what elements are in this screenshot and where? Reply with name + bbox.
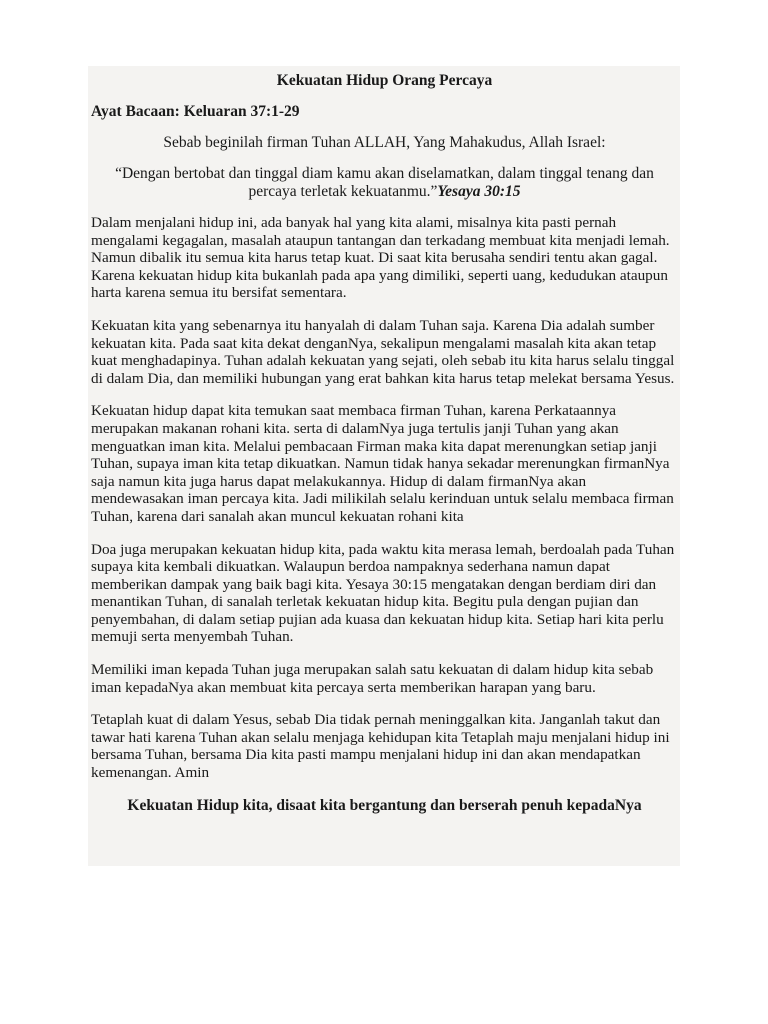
- quote-text: “Dengan bertobat dan tinggal diam kamu akan diselamatkan, dalam tinggal tenang dan percaya terletak kekuatanmu.”: [115, 165, 654, 200]
- paragraph-3: Kekuatan hidup dapat kita temukan saat membaca firman Tuhan, karena Perkataannya merupakan makanan rohani kita. serta di dalamNya juga tertulis janji Tuhan yang akan menguatkan iman kita. Melalui pembacaan Firman maka kita dapat merenungkan setiap janji Tuhan, supaya iman kita tetap dikuatkan. Namun tidak hanya sekadar merenungkan firmanNya saja namun kita juga harus dapat melakukannya. Hidup di dalam firmanNya akan mendewasakan iman percaya kita. Jadi milikilah selalu kerinduan untuk selalu membaca firman Tuhan, karena dari sanalah akan muncul kekuatan rohani kita: [91, 402, 674, 525]
- paragraph-5: Memiliki iman kepada Tuhan juga merupakan salah satu kekuatan di dalam hidup kita sebab iman kepadaNya akan membuat kita percaya serta memberikan harapan yang baru.: [91, 661, 654, 696]
- closing-statement: Kekuatan Hidup kita, disaat kita bergantung dan berserah penuh kepadaNya: [127, 796, 642, 814]
- paragraph-6: Tetaplah kuat di dalam Yesus, sebab Dia tidak pernah meninggalkan kita. Janganlah takut dan tawar hati karena Tuhan akan selalu menjaga kehidupan kita Tetaplah maju menjalani hidup ini bersama Tuhan, bersama Dia kita pasti mampu menjalani hidup ini dan akan mendapatkan kemenangan. Amin: [91, 711, 670, 782]
- scripture-quote: [91, 165, 678, 201]
- bible-reading: Ayat Bacaan: Keluaran 37:1-29: [91, 103, 300, 120]
- paragraph-1: Dalam menjalani hidup ini, ada banyak hal yang kita alami, misalnya kita pasti pernah mengalami kegagalan, masalah ataupun tantangan dan terkadang membuat kita menjadi lemah. Namun dibalik itu semua kita harus tetap kuat. Di saat kita berusaha sendiri tentu akan gagal. Karena kekuatan hidup kita bukanlah pada apa yang dimiliki, seperti uang, kedudukan ataupun harta karena semua itu bersifat sementara.: [91, 214, 670, 302]
- quote-reference: Yesaya 30:15: [437, 183, 521, 200]
- paragraph-2: Kekuatan kita yang sebenarnya itu hanyalah di dalam Tuhan saja. Karena Dia adalah sumber kekuatan kita. Pada saat kita dekat denganNya, sekalipun mengalami masalah kita akan tetap kuat menghadapinya. Tuhan adalah kekuatan yang sejati, oleh sebab itu kita harus selalu tinggal di dalam Dia, dan memiliki hubungan yang erat bahkan kita harus tetap melekat bersama Yesus.: [91, 316, 675, 387]
- intro-line: Sebab beginilah firman Tuhan ALLAH, Yang Mahakudus, Allah Israel:: [163, 134, 606, 151]
- document-body: [88, 66, 680, 866]
- paragraph-4: Doa juga merupakan kekuatan hidup kita, pada waktu kita merasa lemah, berdoalah pada Tuhan supaya kita kembali dikuatkan. Walaupun berdoa nampaknya sederhana namun dapat memberikan dampak yang baik bagi kita. Yesaya 30:15 mengatakan dengan berdiam diri dan menantikan Tuhan, di sanalah terletak kekuatan hidup kita. Begitu pula dengan pujian dan penyembahan, di dalam setiap pujian ada kuasa dan kekuatan hidup kita. Setiap hari kita perlu memuji serta menyembah Tuhan.: [91, 540, 675, 646]
- document-title: Kekuatan Hidup Orang Percaya: [276, 72, 493, 89]
